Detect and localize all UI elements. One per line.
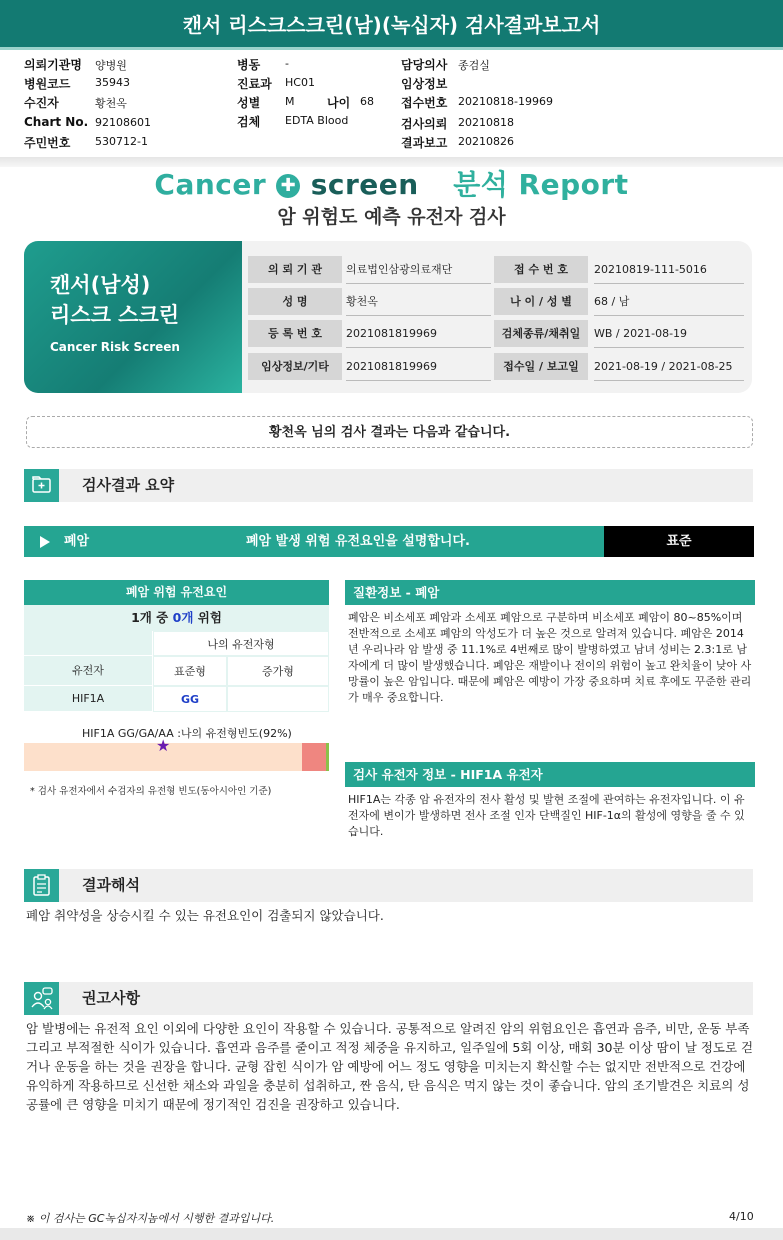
standard-col-header: 표준형 — [153, 656, 227, 686]
info-value: WB / 2021-08-19 — [594, 320, 744, 348]
result-report-value: 20210826 — [458, 135, 514, 148]
info-value: 2021081819969 — [346, 320, 491, 348]
lung-cancer-description: 폐암 발생 위험 유전요인을 설명합니다. — [246, 534, 470, 549]
info-value: 2021-08-19 / 2021-08-25 — [594, 353, 744, 381]
ward-label: 병동 — [237, 58, 261, 72]
lung-cancer-label: 폐암 — [64, 534, 90, 549]
risk-count-prefix: 1개 중 — [131, 610, 169, 625]
info-value: 2021081819969 — [346, 353, 491, 381]
logo-word-screen: screen — [310, 168, 419, 201]
hospital-code-label: 병원코드 — [24, 77, 71, 91]
chart-no-label: Chart No. — [24, 115, 89, 129]
result-report-label: 결과보고 — [401, 136, 448, 150]
receipt-no-label: 접수번호 — [401, 96, 448, 110]
logo-report: 분석 Report — [453, 168, 629, 201]
frequency-bar-edge — [326, 743, 329, 771]
folder-plus-icon — [24, 469, 59, 502]
frequency-bar-other — [302, 743, 326, 771]
department-label: 진료과 — [237, 77, 272, 91]
info-row — [248, 288, 744, 317]
lung-cancer-bar — [24, 526, 604, 557]
sex-label: 성별 — [237, 96, 261, 110]
hospital-name-value: 양병원 — [95, 59, 127, 72]
section-title: 결과해석 — [82, 876, 140, 894]
info-row — [248, 353, 744, 382]
section-interpret-header — [24, 869, 753, 902]
cancer-screen-logo — [0, 163, 783, 203]
test-request-value: 20210818 — [458, 116, 514, 129]
info-label: 임상정보/기타 — [248, 353, 342, 380]
gene-name-cell: HIF1A — [24, 686, 153, 712]
info-label: 등 록 번 호 — [248, 320, 342, 347]
play-triangle-icon — [40, 536, 50, 548]
info-value: 황천옥 — [346, 288, 491, 316]
doctor-value: 종검실 — [458, 59, 490, 72]
clinical-info-label: 임상정보 — [401, 77, 448, 91]
product-badge — [24, 241, 242, 393]
logo-mark-icon: ✚ — [276, 174, 300, 198]
product-title-2: 리스크 스크린 — [50, 303, 180, 327]
footer-band — [0, 1228, 783, 1240]
increased-value-cell — [227, 686, 329, 712]
result-intro-box: 황천옥 님의 검사 결과는 다음과 같습니다. — [26, 416, 753, 448]
risk-status-badge: 표준 — [604, 526, 754, 557]
my-genotype-header: 나의 유전자형 — [153, 631, 329, 656]
hospital-name-label: 의뢰기관명 — [24, 58, 82, 72]
genotype-marker-star-icon: ★ — [156, 736, 171, 755]
product-title-en: Cancer Risk Screen — [50, 340, 180, 354]
report-header — [0, 52, 783, 152]
specimen-label: 검체 — [237, 115, 261, 129]
patient-value: 황천옥 — [95, 97, 127, 110]
hospital-code-value: 35943 — [95, 76, 130, 89]
gene-risk-table — [24, 580, 329, 715]
disease-info-title: 질환정보 - 폐암 — [345, 580, 755, 605]
standard-value-cell: GG — [153, 686, 227, 712]
interpretation-text: 폐암 취약성을 상승시킬 수 있는 유전요인이 검출되지 않았습니다. — [26, 908, 384, 923]
page-subtitle: 암 위험도 예측 유전자 검사 — [277, 206, 506, 228]
consultation-icon — [24, 982, 59, 1015]
info-label: 접수일 / 보고일 — [494, 353, 588, 380]
gene-info-title: 검사 유전자 정보 - HIF1A 유전자 — [345, 762, 755, 787]
info-value: 68 / 남 — [594, 288, 744, 316]
info-value: 20210819-111-5016 — [594, 256, 744, 284]
genotype-frequency-label: HIF1A GG/GA/AA :나의 유전형빈도(92%) — [82, 727, 292, 740]
patient-info-grid — [248, 256, 744, 386]
age-value: 68 — [360, 95, 374, 108]
age-label: 나이 — [327, 96, 351, 110]
frequency-footnote: * 검사 유전자에서 수검자의 유전형 빈도(동아시아인 기준) — [30, 786, 272, 797]
resident-no-value: 530712-1 — [95, 135, 148, 148]
product-title-1: 캔서(남성) — [50, 273, 151, 297]
ward-value: - — [285, 57, 289, 70]
info-label: 의 뢰 기 관 — [248, 256, 342, 283]
specimen-value: EDTA Blood — [285, 114, 349, 127]
patient-label: 수진자 — [24, 96, 59, 110]
department-value: HC01 — [285, 76, 315, 89]
info-row — [248, 320, 744, 349]
genotype-frequency-chart — [24, 736, 329, 771]
increased-col-header: 증가형 — [227, 656, 329, 686]
risk-count — [24, 605, 329, 631]
info-row — [248, 256, 744, 285]
test-request-label: 검사의뢰 — [401, 117, 448, 131]
section-title: 검사결과 요약 — [82, 476, 175, 494]
info-label: 접 수 번 호 — [494, 256, 588, 283]
clipboard-icon — [24, 869, 59, 902]
sex-value: M — [285, 95, 295, 108]
recommendation-text: 암 발병에는 유전적 요인 이외에 다양한 요인이 작용할 수 있습니다. 공통적으로 알려진 암의 위험요인은 흡연과 음주, 비만, 운동 부족 그리고 부적절한 식이가 있습니다. 흡연과 음주를 줄이고 적정 체중을 유지하고, 일주일에 5회 이상, 매회 30분 이상 땀이 날 정도로 걷거나 운동을 하는 것을 권장을 합니다. 균형 잡힌 식이가 암 예방에 어느 정도 영향을 미치는지 확신할 수는 없지만 전반적으로 건강에 유익하게 작용하므로 신선한 채소와 과일을 충분히 섭취하고, 짠 음식, 탄 음식은 먹지 않는 것이 좋습니다. 암의 조기발견은 치료의 성공률에 큰 영향을 미치기 때문에 정기적인 검진을 권장하고 있습니다. — [26, 1021, 754, 1112]
section-summary-header — [24, 469, 753, 502]
chart-no-value: 92108601 — [95, 116, 151, 129]
resident-no-label: 주민번호 — [24, 136, 71, 150]
section-recommend-header — [24, 982, 753, 1015]
risk-count-suffix: 위험 — [197, 610, 222, 625]
info-value: 의료법인삼광의료재단 — [346, 256, 491, 284]
logo-word-cancer: Cancer — [154, 168, 267, 201]
section-title: 권고사항 — [82, 989, 140, 1007]
info-label: 나 이 / 성 별 — [494, 288, 588, 315]
page-number: 4/10 — [729, 1210, 754, 1223]
disease-info-text: 폐암은 비소세포 폐암과 소세포 폐암으로 구분하며 비소세포 폐암이 80~85%이며 전반적으로 소세포 폐암의 악성도가 더 높은 것으로 알려져 있습니다. 폐암은 2014년 우리나라 암 발생 중 11.1%로 4번째로 많이 발병하였고 남녀 성비는 2.3:1로 남자에게 더 많이 발생했습니다. 폐암은 재발이나 전이의 위험이 높고 완치율이 낮아 사망률이 높은 암입니다. 때문에 폐암은 예방이 가장 중요하며 치료 후에도 꾸준한 관리가 매우 중요합니다. — [348, 611, 752, 704]
report-title-bar: 캔서 리스크스크린(남)(녹십자) 검사결과보고서 — [0, 0, 783, 50]
gene-col-header: 유전자 — [24, 656, 153, 686]
info-label: 검체종류/채취일 — [494, 320, 588, 347]
gene-table-title: 폐암 위험 유전요인 — [24, 580, 329, 605]
receipt-no-value: 20210818-19969 — [458, 95, 553, 108]
doctor-label: 담당의사 — [401, 58, 448, 72]
risk-count-value: 0개 — [172, 610, 194, 625]
footer-note: ※ 이 검사는 GC녹십자지놈에서 시행한 결과입니다. — [26, 1212, 275, 1225]
gene-info-text: HIF1A는 각종 암 유전자의 전사 활성 및 발현 조절에 관여하는 유전자입니다. 이 유전자에 변이가 발생하면 전사 조절 인자 단백질인 HIF-1α의 활성에 영향을 줄 수 있습니다. — [348, 793, 745, 838]
blank-cell — [24, 631, 153, 656]
info-label: 성 명 — [248, 288, 342, 315]
